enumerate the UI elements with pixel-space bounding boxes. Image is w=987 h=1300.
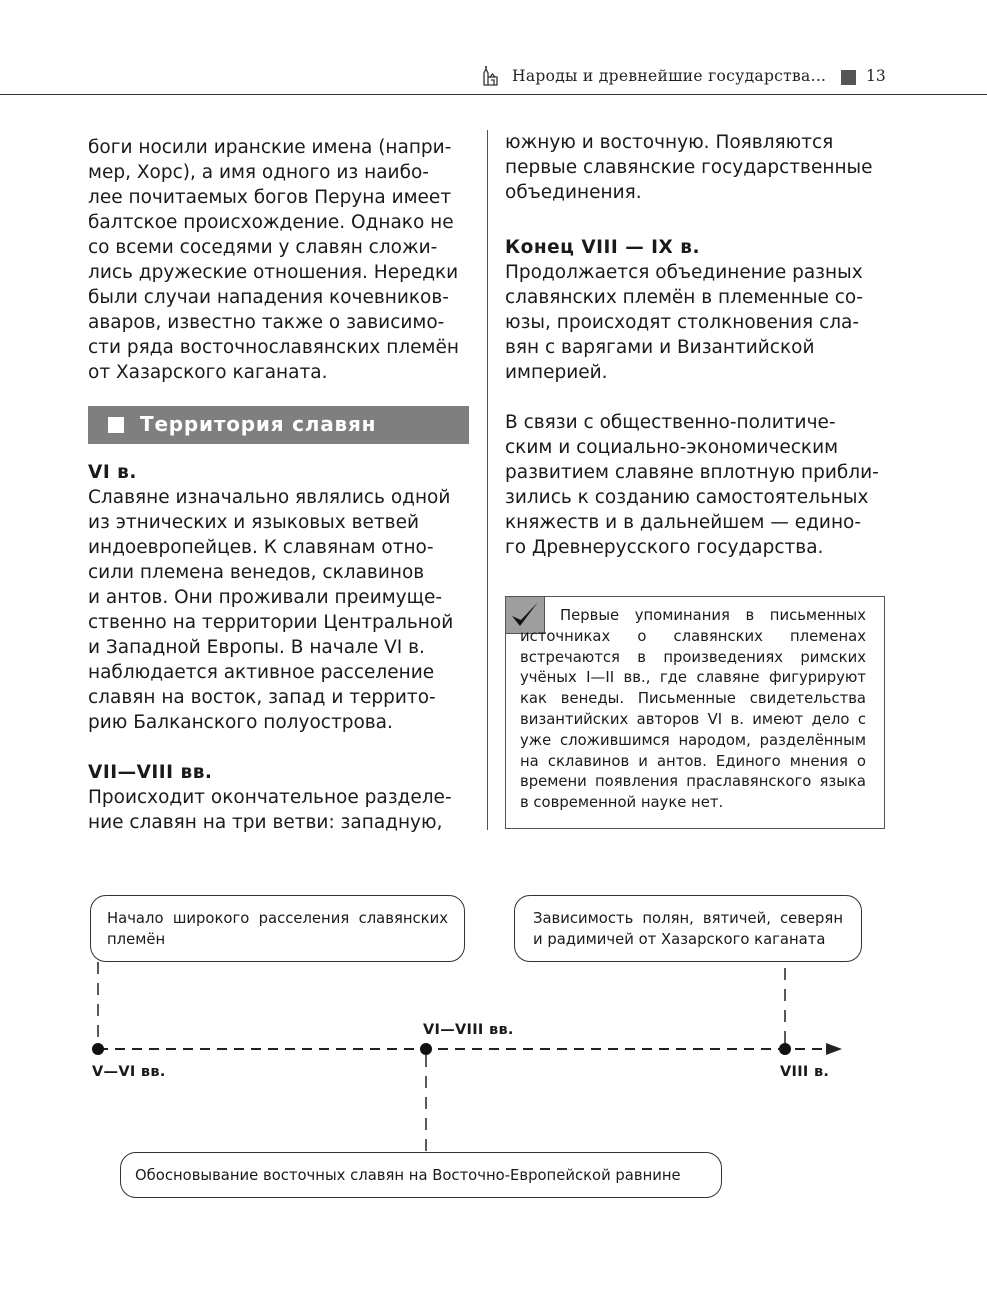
- era-heading-vii-viii: VII—VIII вв.: [88, 762, 213, 783]
- timeline-label-v-vi: V—VI вв.: [92, 1064, 166, 1080]
- timeline-label-vi-viii: VI—VIII вв.: [423, 1022, 514, 1038]
- timeline-event-1: Начало широкого расселения славянских племён: [90, 895, 465, 962]
- timeline-event-2: Зависимость полян, вятичей, северян и радимичей от Хазарского каганата: [514, 895, 862, 962]
- timeline-label-viii: VIII в.: [780, 1064, 830, 1080]
- church-icon: [480, 64, 500, 86]
- page-number: 13: [866, 67, 886, 85]
- section-heading: [88, 406, 469, 444]
- era-paragraph-viii-ix: Продолжается объединение разных славянских племён в племенные со- юзы, происходят столкновения сла- вян с варягами и Византийской империей.: [505, 262, 863, 383]
- section-title: Территория славян: [140, 412, 377, 436]
- left-column-lower: [88, 460, 469, 835]
- continuation-paragraph: южную и восточную. Появляются первые славянские государственные объединения.: [505, 132, 873, 203]
- note-text: Первые упоминания в письменных источниках о славянских племенах встречаются в произведениях римских учёных I—II вв., где славяне фигурируют как венеды. Письменные свидетельства византийских авторов VI в. имеют дело с уже сложившимся народом, разделённым на склавинов и антов. Единого мнения о времени появления праславянского языка в современной науке нет.: [520, 607, 866, 812]
- timeline-arrowhead: [826, 1043, 842, 1055]
- right-column: [505, 130, 885, 560]
- era-heading-viii-ix: Конец VIII — IX в.: [505, 237, 700, 258]
- note-box: [505, 596, 885, 829]
- era-paragraph-vi: Славяне изначально являлись одной из этнических и языковых ветвей индоевропейцев. К славянам отно- сили племена венедов, склавинов и антов. Они проживали преимуще- ственно на территории Центральной и Западной Европы. В начале VI в. наблюдается активное расселение славян на восток, запад и террито- рию Балканского полуострова.: [88, 487, 454, 733]
- timeline-point-viii: [779, 1043, 791, 1055]
- timeline-event-3: Обосновывание восточных славян на Восточно-Европейской равнине: [120, 1152, 722, 1198]
- intro-paragraph: боги носили иранские имена (напри- мер, Хорс), а имя одного из наибо- лее почитаемых богов Перуна имеет балтское происхождение. Однако не со всеми соседями у славян сложи- лись дружеские отношения. Нередки были случаи нападения кочевников- аваров, известно также о зависимо- сти ряда восточнославянских племён от Хазарского каганата.: [88, 137, 459, 383]
- header-marker: [841, 70, 856, 85]
- left-column: [88, 135, 469, 385]
- header-title: Народы и древнейшие государства...: [512, 67, 827, 85]
- era-heading-vi: VI в.: [88, 462, 137, 483]
- timeline-point-v-vi: [92, 1043, 104, 1055]
- conclusion-paragraph: В связи с общественно-политиче- ским и социально-экономическим развитием славяне вплотную прибли- зились к созданию самостоятельных княжеств и в дальнейшем — едино- го Древнерусского государства.: [505, 412, 879, 558]
- page-header: [0, 60, 987, 95]
- timeline-point-vi-viii: [420, 1043, 432, 1055]
- column-divider: [487, 130, 488, 830]
- era-paragraph-vii-viii: Происходит окончательное разделе- ние славян на три ветви: западную,: [88, 787, 452, 833]
- section-marker: [108, 417, 124, 433]
